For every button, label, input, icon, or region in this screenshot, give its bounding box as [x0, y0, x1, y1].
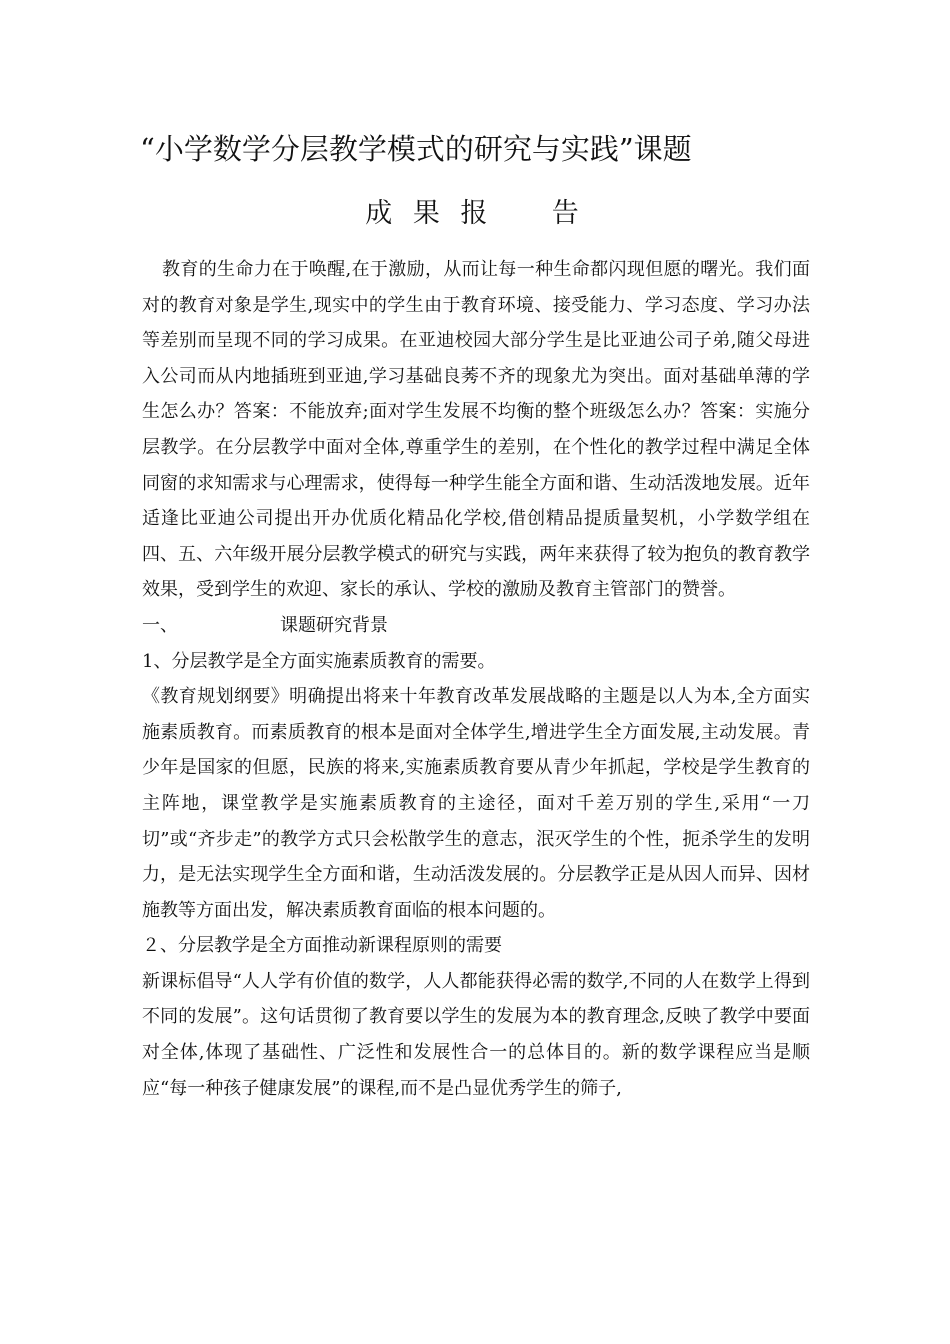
point-1-title: 1、分层教学是全方面实施素质教育的需要。	[142, 650, 496, 672]
document-subtitle: 成 果 报 告	[365, 198, 585, 229]
document-body	[142, 252, 810, 1106]
section-number: 一、	[142, 614, 178, 636]
intro-paragraph: 教育的生命力在于唤醒,在于激励，从而让每一种生命都闪现但愿的曙光。我们面对的教育对象是学生,现实中的学生由于教育环境、接受能力、学习态度、学习办法等差别而呈现不同的学习成果。在亚迪校园大部分学生是比亚迪公司子弟,随父母进入公司而从内地插班到亚迪,学习基础良莠不齐的现象尤为突出。面对基础单薄的学生怎么办？答案：不能放弃;面对学生发展不均衡的整个班级怎么办？答案：实施分层教学。在分层教学中面对全体,尊重学生的差别，在个性化的教学过程中满足全体同窗的求知需求与心理需求，使得每一种学生能全方面和谐、生动活泼地发展。近年适逢比亚迪公司提出开办优质化精品化学校,借创精品提质量契机，小学数学组在四、五、六年级开展分层教学模式的研究与实践，两年来获得了较为抱负的教育教学效果，受到学生的欢迎、家长的承认、学校的激励及教育主管部门的赞誉。	[142, 259, 810, 601]
document-title: “小学数学分层教学模式的研究与实践”课题	[140, 132, 692, 166]
section-heading	[142, 608, 810, 644]
point-2-body: 新课标倡导“人人学有价值的数学，人人都能获得必需的数学,不同的人在数学上得到不同的发展”。这句话贯彻了教育要以学生的发展为本的教育理念,反映了教学中要面对全体,体现了基础性、广泛性和发展性合一的总体目的。新的数学课程应当是顺应“每一种孩子健康发展”的课程,而不是凸显优秀学生的筛子,	[142, 970, 810, 1099]
point-2-title: ２、分层教学是全方面推动新课程原则的需要	[142, 935, 502, 957]
point-1-body: 《教育规划纲要》明确提出将来十年教育改革发展战略的主题是以人为本,全方面实施素质教育。而素质教育的根本是面对全体学生,增进学生全方面发展,主动发展。青少年是国家的但愿，民族的将来,实施素质教育要从青少年抓起，学校是学生教育的主阵地，课堂教学是实施素质教育的主途径，面对千差万别的学生,采用“一刀切”或“齐步走”的教学方式只会松散学生的意志，泯灭学生的个性，扼杀学生的发明力，是无法实现学生全方面和谐，生动活泼发展的。分层教学正是从因人而异、因材施教等方面出发，解决素质教育面临的根本问题的。	[142, 686, 810, 921]
section-title: 课题研究背景	[280, 614, 388, 636]
